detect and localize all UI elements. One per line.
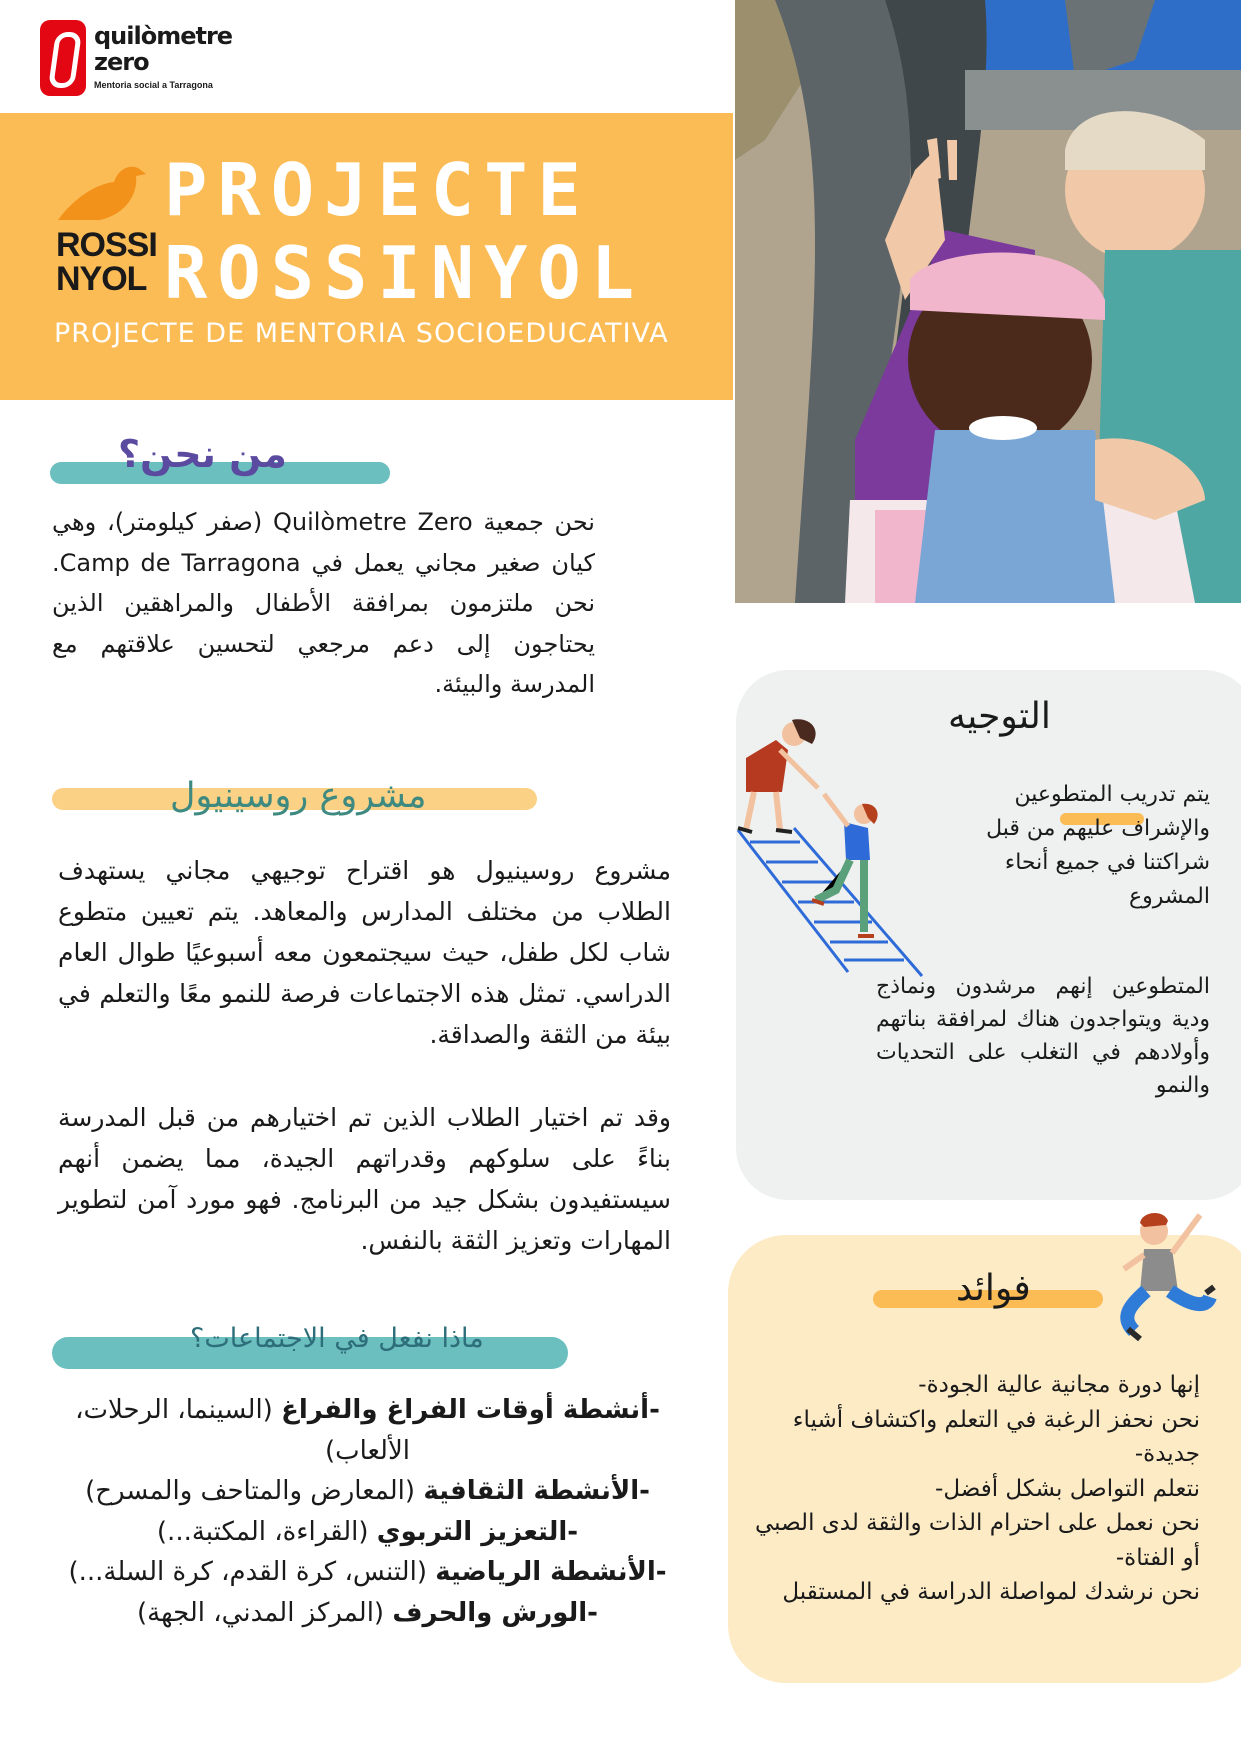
page-title-line2: ROSSINYOL xyxy=(164,231,645,315)
list-item: -الورش والحرف (المركز المدني، الجهة) xyxy=(137,1597,598,1628)
logo-tagline: Mentoria social a Tarragona xyxy=(94,80,213,90)
list-item: -الأنشطة الرياضية (التنس، كرة القدم، كرة السلة...) xyxy=(68,1557,667,1587)
project-heading: مشروع روسينيول xyxy=(170,776,427,816)
list-item: نحن نرشدك لمواصلة الدراسة في المستقبل xyxy=(782,1579,1200,1605)
list-item: -التعزيز التربوي (القراءة، المكتبة...) xyxy=(156,1516,579,1547)
page-subtitle: PROJECTE DE MENTORIA SOCIOEDUCATIVA xyxy=(54,318,669,349)
mentoring-photo xyxy=(735,0,1241,603)
bird-icon xyxy=(56,158,146,228)
ladder-help-illustration xyxy=(736,710,956,980)
list-item: نتعلم التواصل بشكل أفضل- xyxy=(935,1475,1200,1502)
logo-wordmark-line1: quilòmetre xyxy=(94,22,233,50)
project-paragraph-1: مشروع روسينيول هو اقتراح توجيهي مجاني يستهدف الطلاب من مختلف المدارس والمعاهد. يتم تعيين متطوع شاب لكل طفل، حيث سيجتمعون معه أسبوعيًا طوال العام الدراسي. تمثل هذه الاجتماعات فرصة للنمو معًا والتعلم في بيئة من الثقة والصداقة. xyxy=(58,856,671,1049)
who-heading: من نحن؟ xyxy=(118,432,287,476)
list-item: إنها دورة مجانية عالية الجودة- xyxy=(918,1372,1200,1398)
activities-list xyxy=(60,1390,675,1633)
guidance-paragraph-1: يتم تدريب المتطوعين والإشراف عليهم من قبل شراكتنا في جميع أنحاء المشروع xyxy=(986,782,1210,909)
jumping-person-illustration xyxy=(1110,1205,1218,1345)
activities-heading: ماذا نفعل في الاجتماعات؟ xyxy=(190,1323,484,1354)
list-item: نحن نعمل على احترام الذات والثقة لدى الصبي أو الفتاة- xyxy=(755,1510,1200,1571)
list-item: نحن نحفز الرغبة في التعلم واكتشاف أشياء جديدة- xyxy=(792,1406,1200,1467)
benefits-list xyxy=(735,1368,1200,1610)
brand-label-line1: ROSSI xyxy=(56,226,157,264)
brand-label-line2: NYOL xyxy=(56,260,147,298)
guidance-paragraph-2: المتطوعين إنهم مرشدون ونماذج ودية ويتواجدون هناك لمرافقة بناتهم وأولادهم في التغلب على التحديات والنمو xyxy=(876,974,1210,1098)
page-title-line1: PROJECTE xyxy=(164,148,591,232)
project-paragraph-2: وقد تم اختيار الطلاب الذين تم اختيارهم من قبل المدرسة بناءً على سلوكهم وقدراتهم الجيدة، مما يضمن أنهم سيستفيدون بشكل جيد من البرنامج. فهو مورد آمن لتطوير المهارات وتعزيز الثقة بالنفس. xyxy=(58,1103,671,1255)
list-item: -أنشطة أوقات الفراغ والفراغ (السينما، الرحلات، الألعاب) xyxy=(75,1395,660,1466)
who-paragraph: نحن جمعية Quilòmetre Zero (صفر كيلومتر)، وهي كيان صغير مجاني يعمل في Camp de Tarragona. نحن ملتزمون بمرافقة الأطفال والمراهقين الذين يحتاجون إلى دعم مرجعي لتحسين علاقتهم مع المدرسة والبيئة. xyxy=(52,508,595,698)
list-item: -الأنشطة الثقافية (المعارض والمتاحف والمسرح) xyxy=(85,1476,650,1506)
logo-icon xyxy=(40,20,86,96)
logo-wordmark-line2: zero xyxy=(94,48,149,76)
guidance-heading: التوجيه xyxy=(948,696,1051,737)
benefits-heading: فوائد xyxy=(956,1268,1031,1309)
